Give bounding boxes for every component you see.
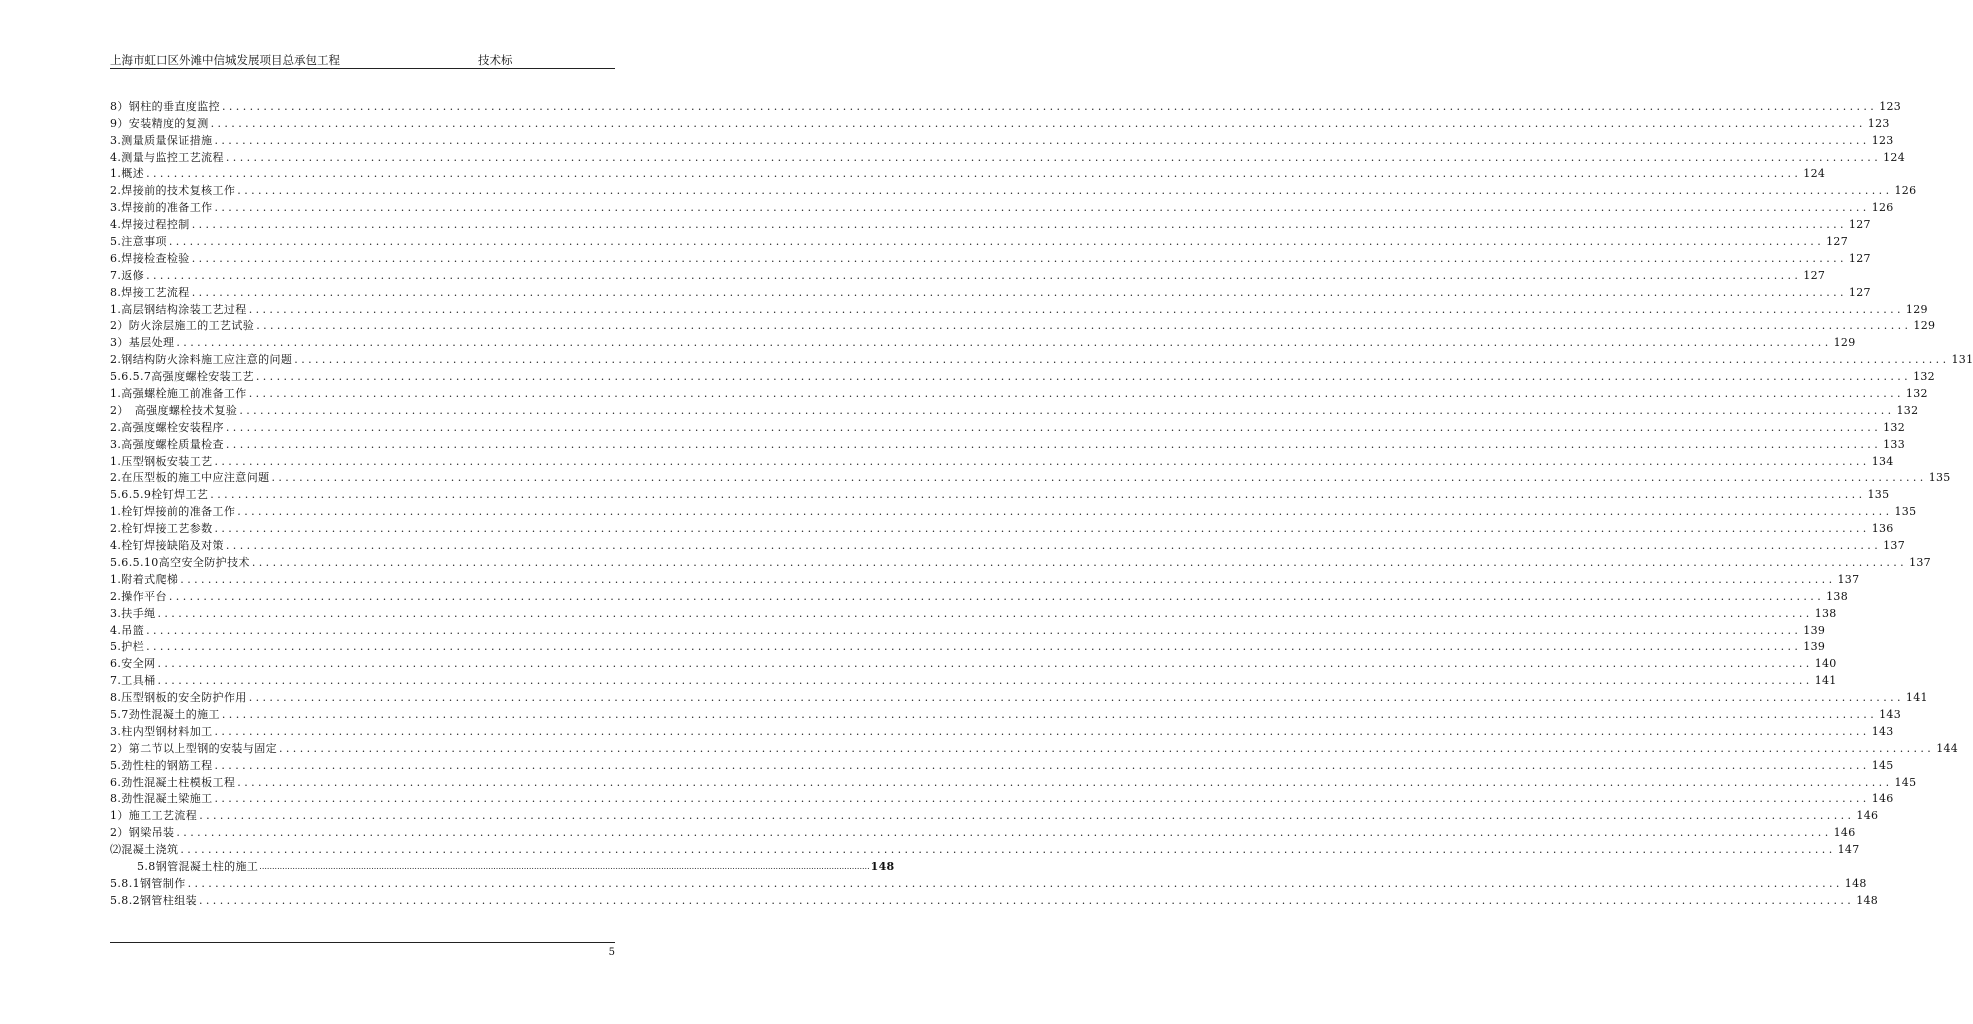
toc-entry-title: 5.8.1钢管制作 <box>110 876 186 890</box>
toc-entry-page: 132 <box>1896 403 1919 417</box>
toc-entry-page: 145 <box>1871 758 1894 772</box>
toc-entry-page: 129 <box>1905 302 1928 316</box>
toc-entry-title: 8.劲性混凝土梁施工 <box>110 792 213 806</box>
toc-dot-leader: ................................................................................................................................................................................................................................................ <box>214 758 1870 772</box>
toc-entry-page: 141 <box>1905 691 1928 705</box>
toc-dot-leader: ................................................................................................................................................................................................................................................ <box>256 319 1912 333</box>
toc-entry-page: 144 <box>1936 741 1959 755</box>
toc-entry-title: 3.柱内型钢材料加工 <box>110 724 213 738</box>
toc-entry-title: 6.安全网 <box>110 657 156 671</box>
toc-entry-page: 145 <box>1894 775 1917 789</box>
toc-entry[interactable] <box>110 739 1959 756</box>
toc-entry-title: 3.焊接前的准备工作 <box>110 201 213 215</box>
toc-entry-page: 133 <box>1883 437 1905 451</box>
page-number: 5 <box>608 947 615 958</box>
toc-entry-page: 123 <box>1879 99 1902 113</box>
toc-dot-leader: ................................................................................................................................................................................................................................................ <box>146 640 1802 654</box>
toc-entry-page: 129 <box>1833 336 1856 350</box>
toc-dot-leader: ................................................................................................................................................................................................................................................ <box>248 302 1904 316</box>
toc-entry[interactable] <box>110 283 1871 300</box>
toc-entry-page: 148 <box>1844 876 1867 890</box>
toc-entry[interactable] <box>110 114 1890 131</box>
toc-entry-page: 124 <box>1803 167 1826 181</box>
toc-entry-title: 7.工具桶 <box>110 674 156 688</box>
toc-dot-leader: ................................................................................................................................................................................................................................................ <box>294 353 1950 367</box>
toc-dot-leader: ................................................................................................................................................................................................................................................ <box>168 589 1825 603</box>
toc-entry[interactable] <box>110 705 1901 722</box>
toc-entry-page: 135 <box>1867 488 1890 502</box>
toc-entry-title: 1.概述 <box>110 167 145 181</box>
toc-entry[interactable] <box>110 840 1860 857</box>
toc-entry[interactable] <box>110 198 1894 215</box>
toc-dot-leader: ................................................................................................................................................................................................................................................ <box>225 437 1882 451</box>
toc-entry-page: 146 <box>1871 792 1894 806</box>
toc-entry-title: 2.在压型板的施工中应注意问题 <box>110 471 270 485</box>
toc-dot-leader: ................................................................................................................................................................................................................................................ <box>157 657 1813 671</box>
toc-dot-leader: ................................................................................................................................................................................................................................................ <box>180 572 1836 586</box>
toc-dot-leader: ................................................................................................................................................................................................................................................ <box>248 691 1904 705</box>
toc-entry[interactable] <box>110 418 1905 435</box>
toc-dot-leader: ................................................................................................................................................................................................................................................ <box>255 370 1912 384</box>
toc-entry-title: 5.8钢管混凝土柱的施工 <box>137 859 259 873</box>
toc-entry[interactable] <box>110 891 1879 908</box>
toc-entry-title: 5.7劲性混凝土的施工 <box>110 707 220 721</box>
toc-entry[interactable] <box>110 300 1928 317</box>
toc-entry[interactable] <box>110 857 895 874</box>
toc-entry-title: 2.操作平台 <box>110 589 167 603</box>
toc-entry-page: 127 <box>1848 218 1871 232</box>
toc-dot-leader: ................................................................................................................................................................................................................................................ <box>237 184 1893 198</box>
toc-entry-title: 4.焊接过程控制 <box>110 218 190 232</box>
toc-entry[interactable] <box>110 367 1935 384</box>
toc-dot-leader: ................................................................................................................................................................................................................................................ <box>176 336 1832 350</box>
toc-entry[interactable] <box>110 519 1894 536</box>
toc-entry[interactable] <box>110 181 1917 198</box>
header-divider <box>110 68 615 69</box>
toc-entry-title: 1.高强螺栓施工前准备工作 <box>110 387 247 401</box>
toc-entry[interactable] <box>110 485 1890 502</box>
toc-dot-leader: ................................................................................................................................................................................................................................................ <box>191 285 1847 299</box>
toc-entry-page: 137 <box>1909 555 1931 569</box>
toc-entry[interactable] <box>110 823 1856 840</box>
toc-entry[interactable] <box>110 553 1931 570</box>
toc-dot-leader: ................................................................................................................................................................................................................................................ <box>168 235 1825 249</box>
toc-entry[interactable] <box>110 671 1837 688</box>
toc-entry-title: 5.注意事项 <box>110 235 167 249</box>
toc-entry-page: 135 <box>1894 505 1917 519</box>
toc-dot-leader: ................................................................................................................................................................................................................................................ <box>157 606 1813 620</box>
toc-entry-title: 2.焊接前的技术复核工作 <box>110 184 236 198</box>
toc-dot-leader: ................................................................................................................................................................................................................................................ <box>146 268 1802 282</box>
toc-dot-leader: ................................................................................................................................................................................................................................................ <box>214 133 1870 147</box>
toc-entry-page: 123 <box>1867 116 1890 130</box>
toc-entry-page: 127 <box>1848 251 1871 265</box>
toc-entry-page: 135 <box>1928 471 1951 485</box>
toc-dot-leader: ................................................................................................................................................................................................................................................ <box>237 505 1893 519</box>
toc-entry[interactable] <box>110 570 1860 587</box>
toc-entry-page: 139 <box>1803 623 1826 637</box>
toc-entry-title: 3.高强度螺栓质量检查 <box>110 437 224 451</box>
toc-entry-title: 8）钢柱的垂直度监控 <box>110 99 220 113</box>
toc-entry-page: 147 <box>1837 843 1860 857</box>
toc-entry-page: 127 <box>1848 285 1871 299</box>
toc-entry-title: 2）第二节以上型钢的安装与固定 <box>110 741 277 755</box>
toc-entry[interactable] <box>110 502 1917 519</box>
toc-entry-title: 8.焊接工艺流程 <box>110 285 190 299</box>
toc-entry-title: 5.护栏 <box>110 640 145 654</box>
toc-entry-page: 146 <box>1856 809 1879 823</box>
toc-dot-leader: ................................................................................................................................................................................................................................................ <box>225 420 1882 434</box>
toc-entry-page: 126 <box>1871 201 1894 215</box>
toc-entry-page: 134 <box>1871 454 1894 468</box>
toc-entry-page: 138 <box>1814 606 1837 620</box>
toc-entry[interactable] <box>110 452 1894 469</box>
toc-entry-page: 123 <box>1871 133 1894 147</box>
toc-entry[interactable] <box>110 215 1871 232</box>
toc-entry[interactable] <box>110 587 1848 604</box>
toc-dot-leader: ................................................................................................................................................................................................................................................ <box>199 893 1855 907</box>
toc-entry-title: 4.栓钉焊接缺陷及对策 <box>110 539 224 553</box>
toc-dot-leader: ................................................................................................................................................................................................................................................ <box>210 116 1866 130</box>
toc-entry[interactable] <box>110 435 1905 452</box>
toc-entry-page: 131 <box>1951 353 1973 367</box>
toc-entry[interactable] <box>110 165 1826 182</box>
toc-dot-leader: ................................................................................................................................................................................................................................................ <box>222 99 1878 113</box>
toc-entry[interactable] <box>110 604 1837 621</box>
toc-entry-title: 1.栓钉焊接前的准备工作 <box>110 505 236 519</box>
toc-dot-leader: ................................................................................................................................................................................................................................................ <box>180 843 1836 857</box>
toc-entry-title: 2）防火涂层施工的工艺试验 <box>110 319 255 333</box>
toc-entry-page: 132 <box>1883 420 1905 434</box>
toc-entry-page: 127 <box>1826 235 1848 249</box>
toc-entry-page: 148 <box>1856 893 1879 907</box>
toc-dot-leader: ................................................................................................................................................................................................................................................ <box>279 741 1935 755</box>
toc-dot-leader: ................................................................................................................................................................................................................................................ <box>191 218 1847 232</box>
toc-entry-title: 1.压型钢板安装工艺 <box>110 454 213 468</box>
toc-entry[interactable] <box>110 401 1919 418</box>
toc-entry-title: 1.高层钢结构涂装工艺过程 <box>110 302 247 316</box>
toc-dot-leader: ................................................................................................................................................................................................................................................ <box>225 150 1882 164</box>
toc-entry[interactable] <box>110 688 1928 705</box>
toc-dot-leader: ................................................................................................................................................................................................................................................ <box>214 522 1870 536</box>
toc-dot-leader: ................................................................................................................................................................................................................................................ <box>221 707 1878 721</box>
toc-entry-title: 4.吊篮 <box>110 623 145 637</box>
toc-dot-leader: ................................................................................................................................................................................................................................................ <box>199 809 1855 823</box>
toc-entry[interactable] <box>110 317 1936 334</box>
toc-entry-page: 140 <box>1814 657 1837 671</box>
toc-entry[interactable] <box>110 773 1917 790</box>
toc-dot-leader: ................................................................................................................................................................................................................................................ <box>146 623 1802 637</box>
toc-entry-title: 1）施工工艺流程 <box>110 809 198 823</box>
toc-entry-page: 132 <box>1913 370 1935 384</box>
toc-dot-leader: ................................................................................................................................................................................................................................................ <box>191 251 1847 265</box>
toc-entry-page: 124 <box>1883 150 1905 164</box>
toc-entry[interactable] <box>110 756 1894 773</box>
toc-dot-leader: ................................................................................................................................................................................................................................................ <box>210 488 1866 502</box>
toc-entry-title: 4.测量与监控工艺流程 <box>110 150 224 164</box>
header-project-title: 上海市虹口区外滩中信城发展项目总承包工程 <box>110 53 340 67</box>
toc-entry-title: 2.钢结构防火涂料施工应注意的问题 <box>110 353 293 367</box>
toc-entry[interactable] <box>110 469 1951 486</box>
toc-entry-title: ⑵混凝土浇筑 <box>110 843 179 857</box>
toc-entry[interactable] <box>110 722 1894 739</box>
toc-dot-leader: ................................................................................................................................................................................................................................................ <box>259 861 870 871</box>
header-section-label: 技术标 <box>478 53 513 67</box>
toc-entry-title: 2.高强度螺栓安装程序 <box>110 420 224 434</box>
toc-entry[interactable] <box>110 621 1826 638</box>
toc-entry-title: 6.焊接检查检验 <box>110 251 190 265</box>
toc-entry-title: 3.扶手绳 <box>110 606 156 620</box>
toc-entry[interactable] <box>110 249 1871 266</box>
toc-entry-page: 143 <box>1879 707 1901 721</box>
toc-entry-page: 137 <box>1837 572 1860 586</box>
toc-entry-title: 8.压型钢板的安全防护作用 <box>110 691 247 705</box>
toc-entry[interactable] <box>110 232 1848 249</box>
toc-entry-title: 5.6.5.9栓钉焊工艺 <box>110 488 209 502</box>
toc-entry-page: 138 <box>1826 589 1848 603</box>
toc-entry[interactable] <box>110 350 1973 367</box>
toc-dot-leader: ................................................................................................................................................................................................................................................ <box>146 167 1802 181</box>
toc-entry[interactable] <box>110 874 1867 891</box>
toc-entry-page: 139 <box>1803 640 1826 654</box>
toc-entry-title: 5.6.5.10高空安全防护技术 <box>110 555 250 569</box>
toc-entry-title: 2.栓钉焊接工艺参数 <box>110 522 213 536</box>
toc-dot-leader: ................................................................................................................................................................................................................................................ <box>214 792 1870 806</box>
toc-dot-leader: ................................................................................................................................................................................................................................................ <box>187 876 1843 890</box>
toc-dot-leader: ................................................................................................................................................................................................................................................ <box>251 555 1908 569</box>
page-header <box>110 52 615 68</box>
footer-divider <box>110 942 615 943</box>
toc-entry-title: 3.测量质量保证措施 <box>110 133 213 147</box>
table-of-contents <box>110 97 1973 908</box>
toc-dot-leader: ................................................................................................................................................................................................................................................ <box>214 201 1870 215</box>
toc-entry[interactable] <box>110 790 1894 807</box>
toc-entry-page: 137 <box>1883 539 1905 553</box>
toc-dot-leader: ................................................................................................................................................................................................................................................ <box>239 403 1895 417</box>
toc-entry-title: 2） 高强度螺栓技术复验 <box>110 403 238 417</box>
toc-entry-page: 126 <box>1894 184 1917 198</box>
toc-entry-title: 3）基层处理 <box>110 336 175 350</box>
toc-entry[interactable] <box>110 266 1826 283</box>
toc-entry[interactable] <box>110 148 1905 165</box>
toc-dot-leader: ................................................................................................................................................................................................................................................ <box>176 826 1832 840</box>
toc-entry-title: 5.劲性柱的钢筋工程 <box>110 758 213 772</box>
toc-entry[interactable] <box>110 536 1905 553</box>
toc-entry-title: 7.返修 <box>110 268 145 282</box>
toc-entry-page: 129 <box>1913 319 1936 333</box>
toc-entry[interactable] <box>110 97 1902 114</box>
toc-entry-page: 143 <box>1871 724 1894 738</box>
toc-dot-leader: ................................................................................................................................................................................................................................................ <box>225 539 1882 553</box>
toc-entry-title: 1.附着式爬梯 <box>110 572 179 586</box>
toc-entry[interactable] <box>110 806 1879 823</box>
toc-entry-title: 2）钢梁吊装 <box>110 826 175 840</box>
toc-entry[interactable] <box>110 638 1826 655</box>
toc-entry-page: 146 <box>1833 826 1856 840</box>
toc-entry-page: 141 <box>1814 674 1837 688</box>
toc-entry-page: 136 <box>1871 522 1894 536</box>
toc-dot-leader: ................................................................................................................................................................................................................................................ <box>248 387 1904 401</box>
toc-entry-page: 148 <box>870 859 895 873</box>
toc-dot-leader: ................................................................................................................................................................................................................................................ <box>214 724 1870 738</box>
toc-dot-leader: ................................................................................................................................................................................................................................................ <box>237 775 1893 789</box>
toc-entry-title: 9）安装精度的复测 <box>110 116 209 130</box>
toc-entry-title: 5.6.5.7高强度螺栓安装工艺 <box>110 370 254 384</box>
toc-dot-leader: ................................................................................................................................................................................................................................................ <box>271 471 1927 485</box>
toc-entry-title: 5.8.2钢管柱组装 <box>110 893 197 907</box>
toc-entry-title: 6.劲性混凝土柱模板工程 <box>110 775 236 789</box>
toc-entry-page: 127 <box>1803 268 1826 282</box>
toc-entry[interactable] <box>110 384 1928 401</box>
toc-dot-leader: ................................................................................................................................................................................................................................................ <box>157 674 1813 688</box>
toc-entry-page: 132 <box>1905 387 1928 401</box>
toc-dot-leader: ................................................................................................................................................................................................................................................ <box>214 454 1870 468</box>
toc-entry[interactable] <box>110 333 1856 350</box>
toc-entry[interactable] <box>110 654 1837 671</box>
toc-entry[interactable] <box>110 131 1894 148</box>
